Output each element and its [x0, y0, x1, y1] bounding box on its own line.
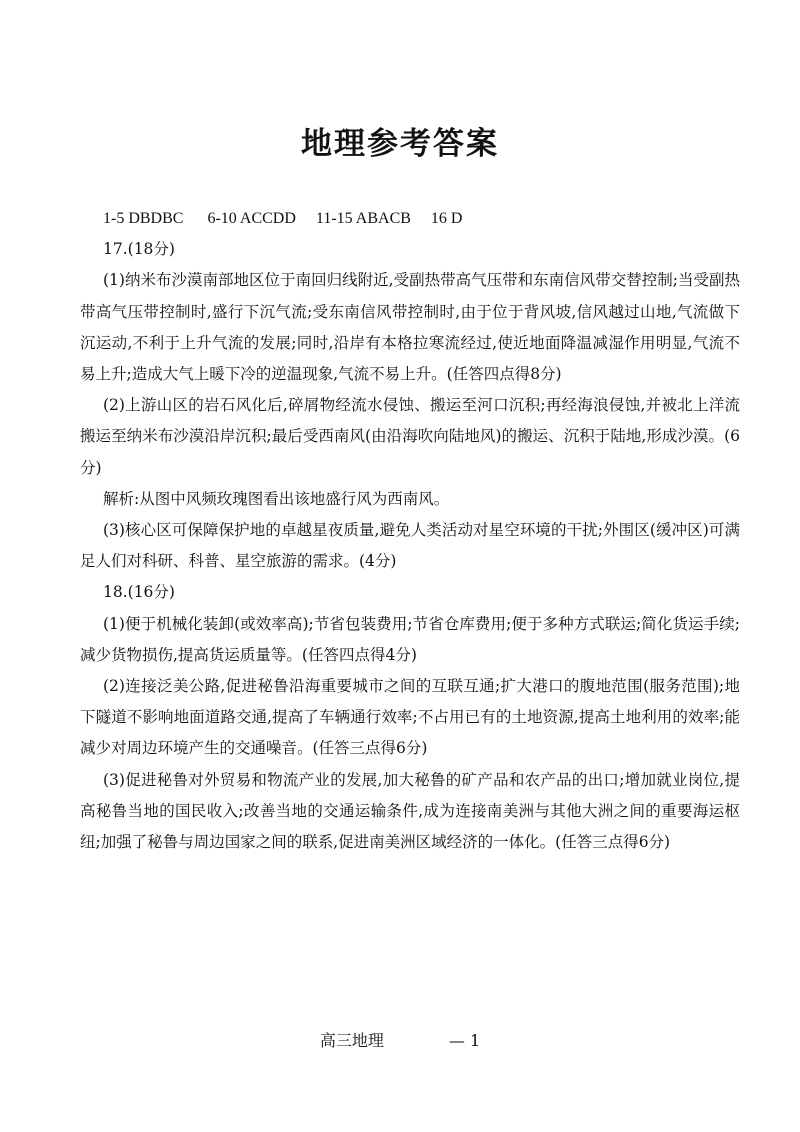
mc-range: 11-15	[315, 210, 353, 227]
mc-answer: ABACB	[355, 210, 411, 227]
document-title: 地理参考答案	[301, 126, 499, 162]
q17-part1: (1)纳米布沙漠南部地区位于南回归线附近,受副热带高气压带和东南信风带交替控制;当受副热带高气压带控制时,盛行下沉气流;受东南信风带控制时,由于位于背风坡,信风越过山地,气流做下沉运动,不利于上升气流的发展;同时,沿岸有本格拉寒流经过,使近地面降温减湿作用明显,气流不易上升;造成大气上暖下冷的逆温现象,气流不易上升。(任答四点得8分)	[80, 271, 740, 384]
multiple-choice-answers	[80, 203, 740, 234]
mc-range: 1-5	[103, 210, 125, 227]
mc-range: 16	[430, 210, 447, 227]
mc-answer: DBDBC	[128, 210, 184, 227]
q18-header: 18.(16分)	[103, 583, 175, 602]
page-number: — 1	[448, 1031, 481, 1050]
q17-part3: (3)核心区可保障保护地的卓越星夜质量,避免人类活动对星空环境的干扰;外围区(缓冲区)可满足人们对科研、科普、星空旅游的需求。(4分)	[80, 521, 740, 571]
q17-part2: (2)上游山区的岩石风化后,碎屑物经流水侵蚀、搬运至河口沉积;再经海浪侵蚀,并被北上洋流搬运至纳米布沙漠沿岸沉积;最后受西南风(由沿海吹向陆地风)的搬运、沉积于陆地,形成沙漠。(6分)	[80, 396, 740, 477]
q17-header: 17.(18分)	[103, 240, 175, 259]
q18-part1: (1)便于机械化装卸(或效率高);节省包装费用;节省仓库费用;便于多种方式联运;简化货运手续;减少货物损伤,提高货运质量等。(任答四点得4分)	[80, 614, 740, 664]
q18-part2: (2)连接泛美公路,促进秘鲁沿海重要城市之间的互联互通;扩大港口的腹地范围(服务范围);地下隧道不影响地面道路交通,提高了车辆通行效率;不占用已有的土地资源,提高土地利用的效率;能减少对周边环境产生的交通噪音。(任答三点得6分)	[80, 677, 740, 758]
q18-part3: (3)促进秘鲁对外贸易和物流产业的发展,加大秘鲁的矿产品和农产品的出口;增加就业岗位,提高秘鲁当地的国民收入;改善当地的交通运输条件,成为连接南美洲与其他大洲之间的重要海运枢纽;加强了秘鲁与周边国家之间的联系,促进南美洲区域经济的一体化。(任答三点得6分)	[80, 770, 740, 852]
mc-answer: ACCDD	[239, 210, 296, 227]
mc-answer: D	[450, 210, 463, 227]
footer-subject: 高三地理	[319, 1031, 384, 1050]
mc-range: 6-10	[207, 210, 237, 227]
page-footer	[0, 1028, 800, 1051]
q17-analysis: 解析:从图中风频玫瑰图看出该地盛行风为西南风。	[103, 489, 450, 508]
answer-content	[80, 203, 740, 858]
